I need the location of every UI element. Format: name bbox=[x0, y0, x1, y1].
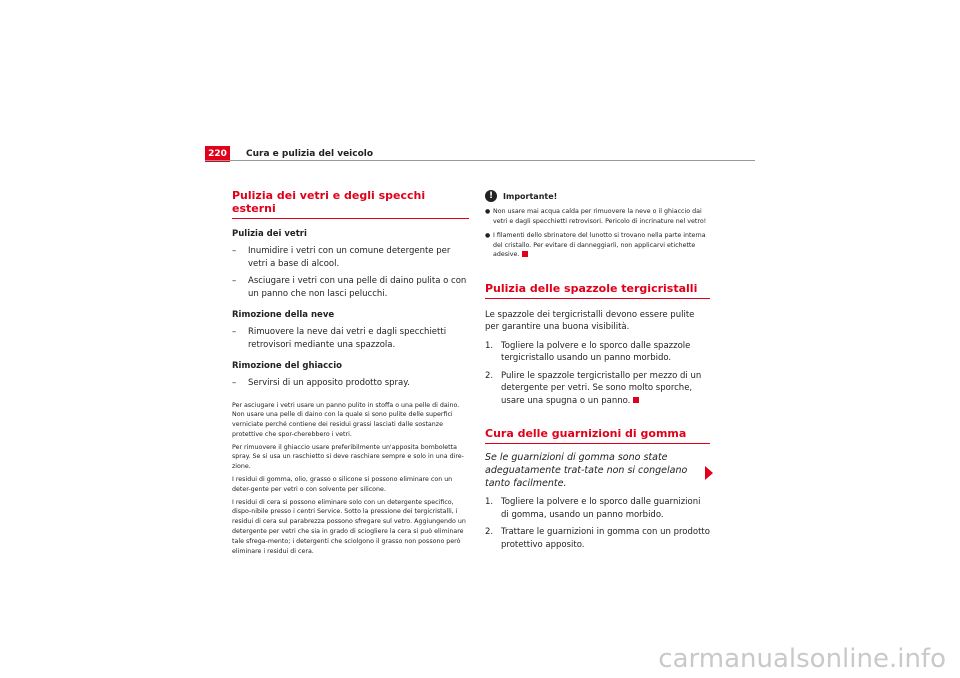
seals-intro: Se le guarnizioni di gomma sono state adeguatamente trat-tate non si congelano tanto facilmente. bbox=[485, 452, 688, 489]
warning-text: Non usare mai acqua calda per rimuovere la neve o il ghiaccio dai vetri e dagli specchietti retrovisori. Pericolo di incrinature nel vetro! bbox=[493, 208, 707, 225]
note-paragraph: I residui di gomma, olio, grasso o silicone si possono eliminare con un deter-gente per vetri o con solvente per silicone. bbox=[232, 476, 453, 493]
bullet-icon: ● bbox=[485, 232, 491, 239]
warning-item bbox=[485, 231, 710, 260]
section-cleaning bbox=[232, 229, 469, 300]
step-number: 1. bbox=[485, 497, 494, 507]
header-divider bbox=[205, 160, 755, 161]
warning-text: I filamenti dello sbrinatore del lunotto si trovano nella parte interna del cristallo. Per evitare di danneggiarli, non applicarvi etichette adesive. bbox=[493, 232, 706, 258]
section-heading-windows: Pulizia dei vetri e degli specchi esterni bbox=[232, 189, 426, 215]
note-paragraph: Per rimuovere il ghiaccio usare preferibilmente un'apposita bomboletta spray. Se si usa un raschietto si deve raschiare sempre e solo in una dire-zione. bbox=[232, 443, 464, 471]
dash-marker: – bbox=[232, 246, 237, 256]
dash-marker: – bbox=[232, 327, 237, 337]
right-column bbox=[485, 190, 710, 551]
warning-icon: ! bbox=[485, 190, 497, 202]
step-text: Trattare le guarnizioni in gomma con un prodotto protettivo apposito. bbox=[501, 527, 710, 550]
heading-rule bbox=[232, 218, 469, 219]
step-number: 1. bbox=[485, 340, 494, 351]
end-of-section-icon bbox=[633, 397, 639, 403]
step-item bbox=[485, 370, 710, 408]
warning-header bbox=[485, 190, 710, 202]
step-text: Togliere la polvere e lo sporco dalle spazzole tergicristallo usando un panno morbido. bbox=[501, 340, 691, 363]
bullet-icon: ● bbox=[485, 208, 491, 215]
warning-title: Importante! bbox=[503, 191, 558, 201]
list-item bbox=[232, 326, 469, 351]
list-item-text: Servirsi di un apposito prodotto spray. bbox=[248, 378, 410, 388]
heading-rule bbox=[485, 443, 710, 444]
wipers-intro: Le spazzole dei tergicristalli devono essere pulite per garantire una buona visibilità. bbox=[485, 309, 695, 332]
step-text: Togliere la polvere e lo sporco dalle guarnizioni di gomma, usando un panno morbido. bbox=[501, 497, 701, 520]
dash-marker: – bbox=[232, 276, 237, 286]
list-item bbox=[232, 377, 469, 390]
list-item-text: Asciugare i vetri con una pelle di daino pulita o con un panno che non lasci pelucchi. bbox=[248, 276, 467, 299]
subheading-cleaning: Pulizia dei vetri bbox=[232, 229, 307, 239]
step-text: Pulire le spazzole tergicristallo per mezzo di un detergente per vetri. Se sono molto sporche, usare una spugna o un panno. bbox=[501, 370, 702, 406]
list-item-text: Inumidire i vetri con un comune detergente per vetri a base di alcool. bbox=[248, 246, 451, 269]
warning-box bbox=[485, 190, 710, 260]
warning-item bbox=[485, 207, 710, 226]
page-number: 220 bbox=[205, 146, 230, 162]
continue-arrow-icon bbox=[705, 466, 713, 480]
subheading-ice: Rimozione del ghiaccio bbox=[232, 361, 342, 371]
section-ice bbox=[232, 361, 469, 390]
list-item bbox=[232, 245, 469, 270]
step-number: 2. bbox=[485, 370, 494, 381]
end-of-section-icon bbox=[522, 251, 528, 257]
section-heading-wipers: Pulizia delle spazzole tergicristalli bbox=[485, 281, 698, 295]
section-heading-seals: Cura delle guarnizioni di gomma bbox=[485, 427, 687, 440]
note-paragraph: Per asciugare i vetri usare un panno pulito in stoffa o una pelle di daino. Non usare una pelle di daino con la quale si sono pulite delle superfici verniciate perché contiene dei residui grassi lasciati dalle sostanze protettive che spor-cherebbero i vetri. bbox=[232, 401, 460, 438]
step-number: 2. bbox=[485, 527, 494, 537]
list-item bbox=[232, 275, 469, 300]
left-column bbox=[232, 189, 469, 556]
section-seals bbox=[485, 427, 710, 551]
step-item bbox=[485, 526, 710, 551]
chapter-title: Cura e pulizia del veicolo bbox=[246, 149, 374, 159]
step-item bbox=[485, 496, 710, 521]
notes-block bbox=[232, 401, 469, 557]
section-snow bbox=[232, 310, 469, 351]
subheading-snow: Rimozione della neve bbox=[232, 310, 335, 320]
step-item bbox=[485, 340, 710, 365]
note-paragraph: I residui di cera si possono eliminare solo con un detergente specifico, dispo-nibile presso i centri Service. Sotto la pressione dei tergicristalli, i residui di cera sul parabrezza possono sfregare sul vetro. Aggiungendo un detergente per vetri che sia in grado di sciogliere la cera si può eliminare tale sfrega-mento; i detergenti che sciolgono il grasso non possono però eliminare i residui di cera. bbox=[232, 498, 466, 555]
heading-rule bbox=[485, 298, 710, 299]
dash-marker: – bbox=[232, 378, 237, 388]
section-wipers bbox=[485, 282, 710, 408]
list-item-text: Rimuovere la neve dai vetri e dagli specchietti retrovisori mediante una spazzola. bbox=[248, 327, 447, 350]
watermark: carmanualsonline.info bbox=[658, 644, 946, 674]
